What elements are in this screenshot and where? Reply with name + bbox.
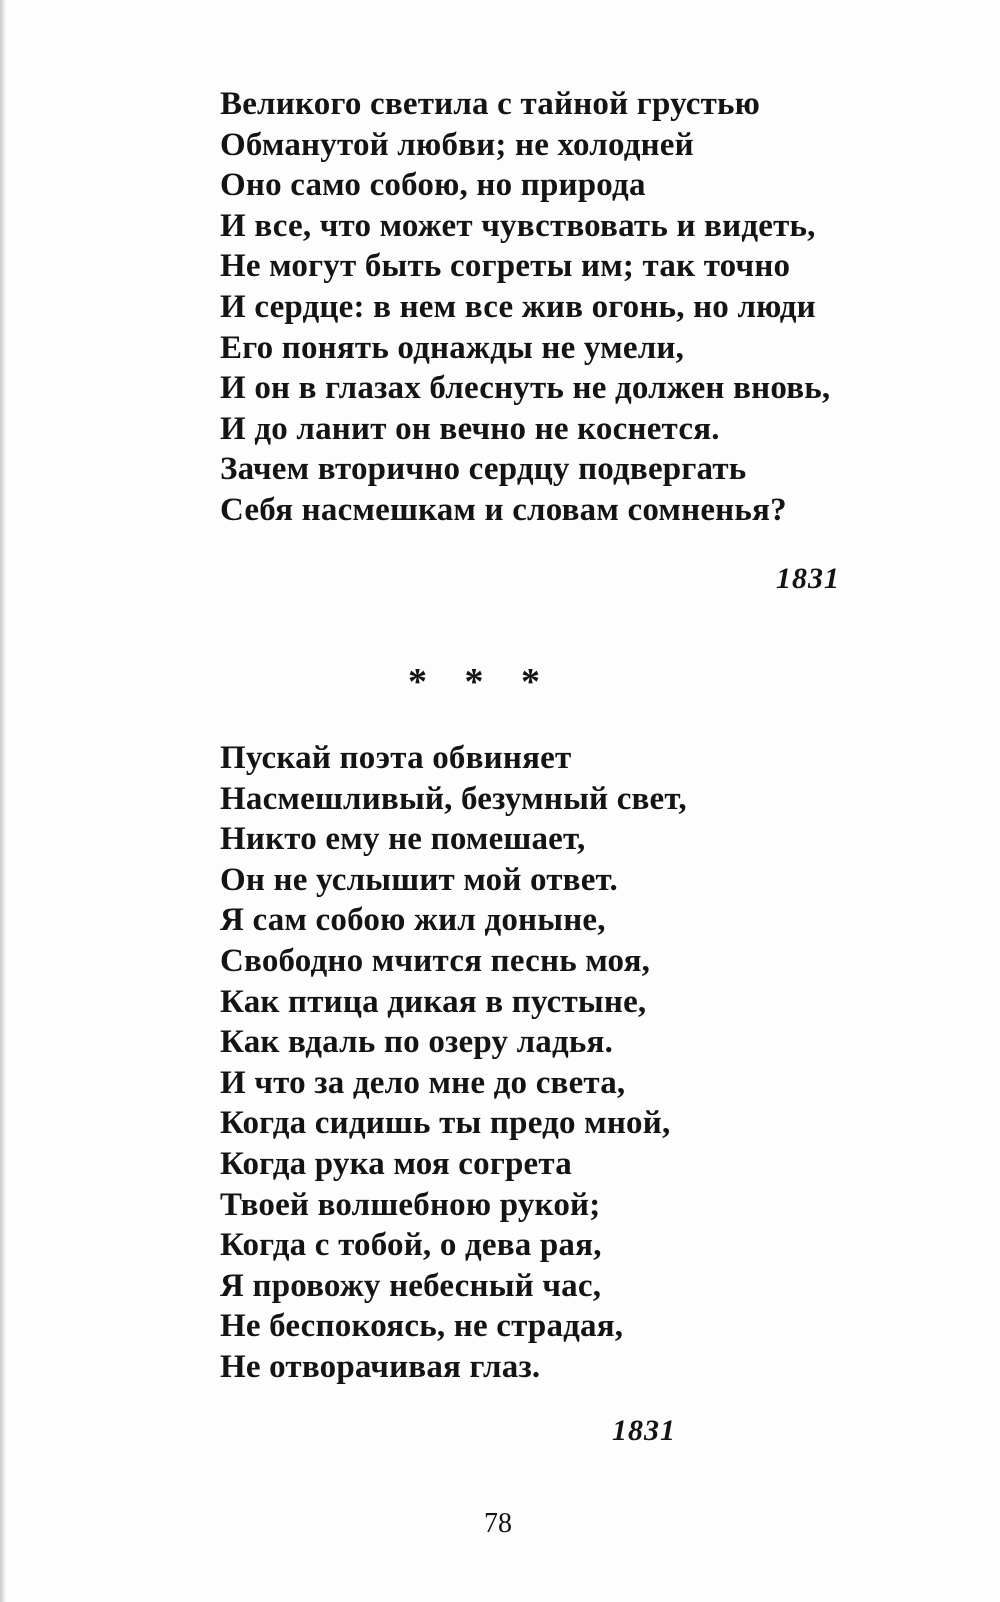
poem-line: Как птица дикая в пустыне, [220, 983, 647, 1020]
poem-date: 1831 [612, 1414, 676, 1447]
poem-line: Пускай поэта обвиняет [220, 740, 572, 776]
poem-line: И до ланит он вечно не коснется. [220, 410, 720, 447]
poem-line: Обманутой любви; не холодней [220, 126, 694, 163]
poem-line: Великого светила с тайной грустью [220, 86, 761, 122]
poem-line: Когда с тобой, о дева рая, [220, 1227, 602, 1264]
poem-line: Зачем вторично сердцу подвергать [220, 451, 747, 488]
poem-line: Твоей волшебною рукой; [220, 1186, 601, 1223]
poem [220, 738, 687, 1388]
poem-line: Я сам собою жил доныне, [220, 902, 606, 939]
poem-line: Я провожу небесный час, [220, 1267, 602, 1304]
poem-line: Себя насмешкам и словам сомненья? [220, 491, 787, 528]
poem-line: Его понять однажды не умели, [220, 329, 685, 366]
poem-line: И что за дело мне до света, [220, 1064, 626, 1101]
poem-line: И он в глазах блеснуть не должен вновь, [220, 370, 831, 407]
poem-line: Не могут быть согреты им; так точно [220, 248, 791, 285]
page-edge-shadow [0, 0, 6, 1602]
poem-line: Не отворачивая глаз. [220, 1348, 541, 1385]
poem-line: Как вдаль по озеру ладья. [220, 1024, 614, 1061]
poem-date: 1831 [776, 562, 840, 595]
poem-line: Оно само собою, но природа [220, 167, 646, 204]
poem-separator: * * * [408, 661, 554, 703]
poem-line: Он не услышит мой ответ. [220, 861, 618, 898]
poem-line: Когда сидишь ты предо мной, [220, 1105, 671, 1142]
poem-line: Свободно мчится песнь моя, [220, 942, 651, 979]
poem-line: Никто ему не помешает, [220, 821, 586, 858]
poem-line: Не беспокоясь, не страдая, [220, 1308, 624, 1345]
poem-line: И сердце: в нем все жив огонь, но люди [220, 288, 816, 325]
poem-line: Насмешливый, безумный свет, [220, 780, 687, 817]
poem-line: И все, что может чувствовать и видеть, [220, 207, 816, 244]
poem-line: Когда рука моя согрета [220, 1145, 572, 1182]
poem-fragment [220, 84, 830, 531]
page-number: 78 [484, 1508, 512, 1539]
